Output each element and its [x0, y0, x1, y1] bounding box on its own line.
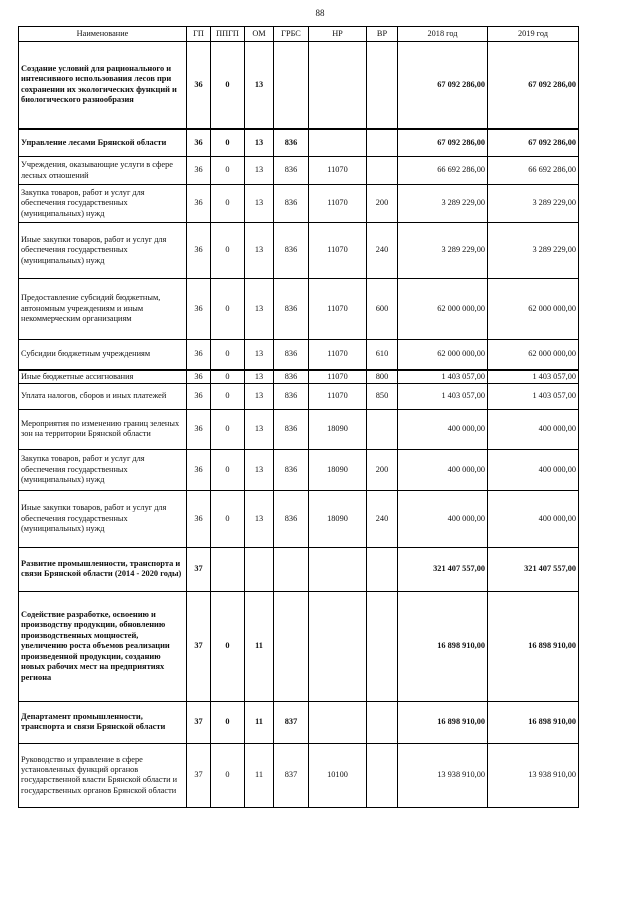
cell-nr: 11070	[309, 383, 367, 409]
cell-grbs: 837	[274, 701, 309, 743]
cell-2019: 16 898 910,00	[488, 701, 579, 743]
cell-vr	[367, 409, 398, 449]
cell-gp: 37	[187, 743, 211, 807]
cell-name: Содействие разработке, освоению и производству продукции, обновлению производственных мощностей, увеличению роста объемов реализации произведенной продукции, созданию новых рабочих мест на предприятиях региона	[19, 591, 187, 701]
cell-grbs: 836	[274, 409, 309, 449]
cell-vr: 600	[367, 279, 398, 340]
cell-2018: 1 403 057,00	[398, 383, 488, 409]
cell-ppgp: 0	[211, 129, 245, 157]
cell-gp: 36	[187, 409, 211, 449]
cell-gp: 36	[187, 129, 211, 157]
cell-2019: 400 000,00	[488, 449, 579, 490]
cell-om: 13	[245, 279, 274, 340]
cell-vr: 240	[367, 490, 398, 547]
cell-ppgp: 0	[211, 185, 245, 223]
cell-om: 13	[245, 223, 274, 279]
cell-ppgp: 0	[211, 340, 245, 370]
cell-vr	[367, 547, 398, 591]
cell-vr: 850	[367, 383, 398, 409]
table-row	[19, 490, 579, 547]
cell-grbs: 836	[274, 279, 309, 340]
cell-nr: 11070	[309, 223, 367, 279]
header-vr: ВР	[367, 27, 398, 42]
cell-2019: 400 000,00	[488, 490, 579, 547]
cell-om: 11	[245, 743, 274, 807]
cell-2018: 3 289 229,00	[398, 223, 488, 279]
table-row	[19, 279, 579, 340]
cell-nr	[309, 129, 367, 157]
cell-om: 11	[245, 701, 274, 743]
table-row	[19, 701, 579, 743]
header-2018: 2018 год	[398, 27, 488, 42]
cell-2019: 3 289 229,00	[488, 185, 579, 223]
cell-2018: 66 692 286,00	[398, 157, 488, 185]
cell-grbs	[274, 42, 309, 129]
cell-ppgp: 0	[211, 42, 245, 129]
cell-gp: 36	[187, 279, 211, 340]
cell-gp: 36	[187, 340, 211, 370]
cell-gp: 36	[187, 185, 211, 223]
cell-ppgp: 0	[211, 449, 245, 490]
cell-vr	[367, 129, 398, 157]
cell-nr: 11070	[309, 279, 367, 340]
table-row	[19, 743, 579, 807]
cell-2019: 62 000 000,00	[488, 340, 579, 370]
cell-ppgp: 0	[211, 157, 245, 185]
cell-name: Департамент промышленности, транспорта и связи Брянской области	[19, 701, 187, 743]
header-ppgp: ППГП	[211, 27, 245, 42]
cell-2019: 321 407 557,00	[488, 547, 579, 591]
cell-2018: 400 000,00	[398, 449, 488, 490]
cell-2018: 13 938 910,00	[398, 743, 488, 807]
cell-nr: 11070	[309, 157, 367, 185]
cell-grbs: 837	[274, 743, 309, 807]
table-row	[19, 383, 579, 409]
cell-name: Иные закупки товаров, работ и услуг для обеспечения государственных (муниципальных) нужд	[19, 223, 187, 279]
header-nr: НР	[309, 27, 367, 42]
cell-grbs: 836	[274, 370, 309, 384]
header-gp: ГП	[187, 27, 211, 42]
cell-vr	[367, 591, 398, 701]
cell-nr	[309, 42, 367, 129]
cell-ppgp: 0	[211, 490, 245, 547]
cell-2019: 67 092 286,00	[488, 129, 579, 157]
cell-om: 13	[245, 383, 274, 409]
cell-2018: 62 000 000,00	[398, 340, 488, 370]
cell-gp: 36	[187, 383, 211, 409]
table-row	[19, 157, 579, 185]
cell-ppgp: 0	[211, 383, 245, 409]
table-row	[19, 409, 579, 449]
cell-2019: 400 000,00	[488, 409, 579, 449]
cell-gp: 37	[187, 547, 211, 591]
cell-nr: 10100	[309, 743, 367, 807]
table-row	[19, 449, 579, 490]
cell-grbs: 836	[274, 383, 309, 409]
cell-name: Развитие промышленности, транспорта и связи Брянской области (2014 - 2020 годы)	[19, 547, 187, 591]
cell-om: 13	[245, 185, 274, 223]
cell-2018: 3 289 229,00	[398, 185, 488, 223]
budget-table	[18, 26, 579, 808]
cell-gp: 36	[187, 490, 211, 547]
cell-om: 13	[245, 340, 274, 370]
cell-vr	[367, 42, 398, 129]
cell-2018: 16 898 910,00	[398, 701, 488, 743]
cell-grbs	[274, 591, 309, 701]
cell-om: 11	[245, 591, 274, 701]
cell-2019: 1 403 057,00	[488, 383, 579, 409]
cell-2019: 66 692 286,00	[488, 157, 579, 185]
cell-2018: 321 407 557,00	[398, 547, 488, 591]
cell-2019: 16 898 910,00	[488, 591, 579, 701]
cell-om	[245, 547, 274, 591]
cell-ppgp: 0	[211, 223, 245, 279]
page-number: 88	[315, 8, 325, 18]
cell-om: 13	[245, 370, 274, 384]
cell-om: 13	[245, 490, 274, 547]
cell-grbs: 836	[274, 223, 309, 279]
cell-ppgp: 0	[211, 279, 245, 340]
cell-name: Иные бюджетные ассигнования	[19, 370, 187, 384]
cell-nr: 18090	[309, 490, 367, 547]
cell-nr: 18090	[309, 449, 367, 490]
cell-name: Субсидии бюджетным учреждениям	[19, 340, 187, 370]
cell-name: Учреждения, оказывающие услуги в сфере лесных отношений	[19, 157, 187, 185]
cell-gp: 36	[187, 449, 211, 490]
cell-ppgp: 0	[211, 743, 245, 807]
cell-gp: 37	[187, 591, 211, 701]
cell-ppgp	[211, 547, 245, 591]
header-grbs: ГРБС	[274, 27, 309, 42]
cell-grbs: 836	[274, 490, 309, 547]
cell-ppgp: 0	[211, 370, 245, 384]
table-row	[19, 223, 579, 279]
header-name: Наименование	[19, 27, 187, 42]
cell-vr	[367, 743, 398, 807]
cell-2018: 16 898 910,00	[398, 591, 488, 701]
cell-2019: 3 289 229,00	[488, 223, 579, 279]
cell-vr: 240	[367, 223, 398, 279]
cell-2018: 62 000 000,00	[398, 279, 488, 340]
cell-grbs: 836	[274, 157, 309, 185]
cell-name: Иные закупки товаров, работ и услуг для обеспечения государственных (муниципальных) нужд	[19, 490, 187, 547]
cell-grbs: 836	[274, 129, 309, 157]
cell-ppgp: 0	[211, 591, 245, 701]
cell-name: Руководство и управление в сфере установленных функций органов государственной власти Брянской области и государственных органов Брянской области	[19, 743, 187, 807]
cell-om: 13	[245, 449, 274, 490]
cell-vr: 610	[367, 340, 398, 370]
cell-2019: 1 403 057,00	[488, 370, 579, 384]
cell-gp: 37	[187, 701, 211, 743]
cell-2019: 67 092 286,00	[488, 42, 579, 129]
cell-grbs: 836	[274, 185, 309, 223]
cell-grbs: 836	[274, 340, 309, 370]
cell-om: 13	[245, 129, 274, 157]
cell-grbs: 836	[274, 449, 309, 490]
cell-grbs	[274, 547, 309, 591]
cell-nr: 11070	[309, 370, 367, 384]
cell-name: Управление лесами Брянской области	[19, 129, 187, 157]
cell-om: 13	[245, 157, 274, 185]
cell-name: Мероприятия по изменению границ зеленых зон на территории Брянской области	[19, 409, 187, 449]
cell-nr: 11070	[309, 185, 367, 223]
cell-name: Закупка товаров, работ и услуг для обеспечения государственных (муниципальных) нужд	[19, 449, 187, 490]
table-row	[19, 591, 579, 701]
cell-om: 13	[245, 42, 274, 129]
cell-om: 13	[245, 409, 274, 449]
cell-vr: 200	[367, 185, 398, 223]
cell-2019: 62 000 000,00	[488, 279, 579, 340]
table-row	[19, 547, 579, 591]
table-row	[19, 185, 579, 223]
cell-name: Создание условий для рационального и интенсивного использования лесов при сохранении их экологических функций и биологического разнообразия	[19, 42, 187, 129]
cell-2018: 400 000,00	[398, 490, 488, 547]
cell-name: Уплата налогов, сборов и иных платежей	[19, 383, 187, 409]
cell-nr	[309, 591, 367, 701]
cell-name: Предоставление субсидий бюджетным, автономным учреждениям и иным некоммерческим организациям	[19, 279, 187, 340]
header-2019: 2019 год	[488, 27, 579, 42]
cell-nr	[309, 701, 367, 743]
table-header-row	[19, 27, 579, 42]
cell-gp: 36	[187, 42, 211, 129]
cell-2018: 67 092 286,00	[398, 42, 488, 129]
cell-vr: 800	[367, 370, 398, 384]
cell-name: Закупка товаров, работ и услуг для обеспечения государственных (муниципальных) нужд	[19, 185, 187, 223]
cell-gp: 36	[187, 370, 211, 384]
cell-2018: 400 000,00	[398, 409, 488, 449]
cell-nr	[309, 547, 367, 591]
cell-gp: 36	[187, 223, 211, 279]
cell-ppgp: 0	[211, 409, 245, 449]
cell-ppgp: 0	[211, 701, 245, 743]
cell-vr	[367, 157, 398, 185]
cell-nr: 11070	[309, 340, 367, 370]
table-row	[19, 370, 579, 384]
cell-vr: 200	[367, 449, 398, 490]
header-om: ОМ	[245, 27, 274, 42]
table-row	[19, 340, 579, 370]
cell-2018: 67 092 286,00	[398, 129, 488, 157]
cell-2018: 1 403 057,00	[398, 370, 488, 384]
cell-nr: 18090	[309, 409, 367, 449]
table-row	[19, 129, 579, 157]
cell-gp: 36	[187, 157, 211, 185]
table-row	[19, 42, 579, 129]
cell-2019: 13 938 910,00	[488, 743, 579, 807]
cell-vr	[367, 701, 398, 743]
